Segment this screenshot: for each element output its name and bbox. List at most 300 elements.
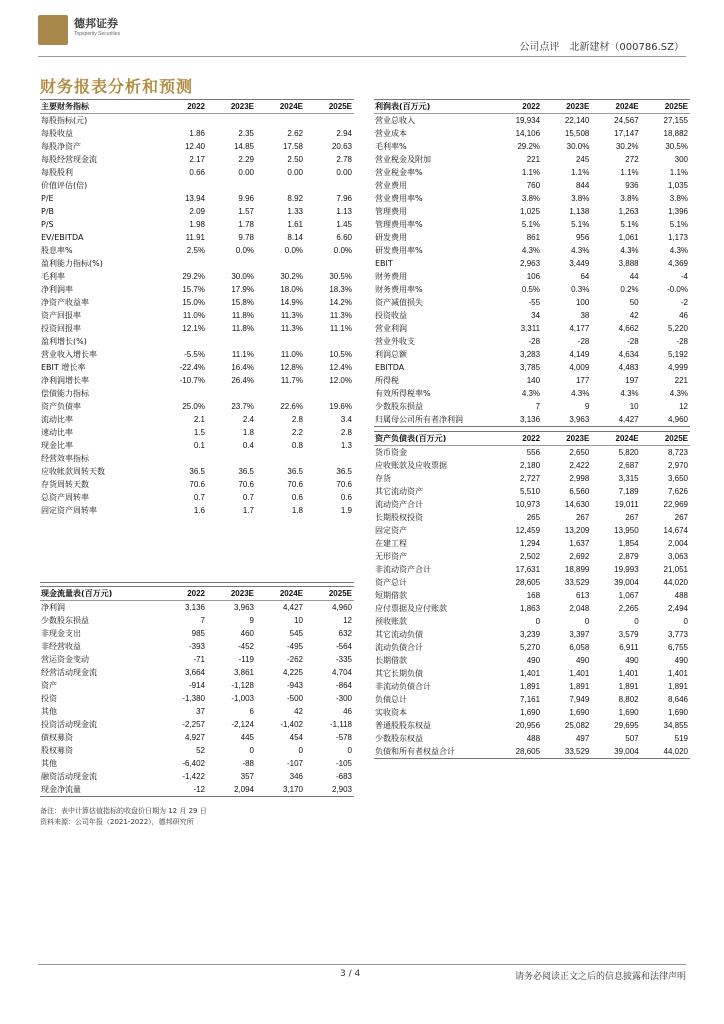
table-cell: 主要财务指标 — [40, 100, 158, 114]
table-cell: 营业税金及附加 — [375, 155, 431, 164]
table-cell: 3,650 — [667, 474, 688, 483]
table-cell: 4,177 — [569, 324, 590, 333]
table-row — [374, 361, 690, 374]
table-cell: 30.5% — [665, 142, 688, 151]
table-cell: 44,020 — [663, 578, 688, 587]
table-row — [374, 550, 690, 563]
table-row — [40, 335, 354, 348]
table-cell: 844 — [575, 181, 590, 190]
table-cell — [158, 114, 207, 128]
table-cell — [158, 452, 207, 465]
income-statement-table — [374, 99, 690, 427]
table-cell: 4,704 — [331, 668, 352, 677]
table-row — [374, 374, 690, 387]
table-cell: 4.3% — [521, 246, 541, 255]
table-cell: 有效所得税率% — [375, 389, 431, 398]
table-cell: 1.45 — [336, 220, 352, 229]
table-cell: -300 — [335, 694, 352, 703]
table-cell: -107 — [286, 759, 303, 768]
table-cell: 23.7% — [231, 402, 254, 411]
table-cell: 4,662 — [618, 324, 639, 333]
table-cell — [256, 387, 305, 400]
table-cell: -5.5% — [184, 350, 205, 359]
table-row — [374, 179, 690, 192]
table-row — [374, 387, 690, 400]
table-cell: 11.91 — [185, 233, 205, 242]
table-cell: 221 — [674, 376, 688, 385]
table-cell: 营业税金率% — [375, 168, 423, 177]
table-row — [374, 192, 690, 205]
table-cell: 营业费用 — [375, 181, 407, 190]
table-row — [374, 693, 690, 706]
table-cell: -55 — [528, 298, 541, 307]
table-cell — [207, 556, 256, 569]
table-row — [374, 602, 690, 615]
table-cell: 2,970 — [667, 461, 688, 470]
table-cell: 12.0% — [329, 376, 352, 385]
company-logo-icon — [38, 15, 68, 45]
table-cell: -452 — [237, 642, 254, 651]
table-cell: -943 — [286, 681, 303, 690]
table-cell: 营运资金变动 — [41, 655, 89, 664]
table-row — [374, 745, 690, 759]
table-cell: 2,180 — [520, 461, 541, 470]
table-cell: 普通股股东权益 — [375, 721, 431, 730]
table-cell: 760 — [526, 181, 541, 190]
table-cell: 2,727 — [520, 474, 541, 483]
table-cell: 1.6 — [193, 506, 205, 515]
table-cell: 12.40 — [184, 142, 205, 151]
table-cell — [40, 569, 158, 583]
table-cell: 4.3% — [620, 389, 639, 398]
table-cell: 6,911 — [619, 643, 639, 652]
logo-text: 德邦证券 — [74, 17, 118, 30]
table-cell: 0 — [584, 617, 590, 626]
table-cell: 5,820 — [618, 448, 639, 457]
table-cell: 2.4 — [242, 415, 254, 424]
table-cell: 短期借款 — [375, 591, 407, 600]
table-cell: 1,138 — [569, 207, 590, 216]
table-cell: 1.1% — [620, 168, 639, 177]
table-row — [374, 576, 690, 589]
table-cell: 7.96 — [336, 194, 352, 203]
table-cell: 12,459 — [515, 526, 541, 535]
table-cell: 1,863 — [520, 604, 541, 613]
table-cell: 5.1% — [521, 220, 541, 229]
table-cell: 0.7 — [193, 493, 205, 502]
table-cell: 30.2% — [615, 142, 639, 151]
table-row — [40, 517, 354, 530]
table-cell: 2.09 — [189, 207, 205, 216]
table-cell: 资产负债表(百万元) — [374, 432, 493, 446]
table-cell: 营业收入增长率 — [41, 350, 97, 359]
table-cell: 1,891 — [618, 682, 639, 691]
table-cell: 速动比率 — [41, 428, 73, 437]
table-cell: 现金流量表(百万元) — [40, 587, 158, 601]
table-cell: 10,973 — [515, 500, 541, 509]
table-row — [374, 706, 690, 719]
table-cell: 357 — [240, 772, 254, 781]
table-cell: 1,891 — [520, 682, 541, 691]
table-cell: 70.6 — [238, 480, 254, 489]
table-cell: 6,058 — [569, 643, 590, 652]
table-cell: 4,427 — [282, 603, 303, 612]
table-cell: EV/EBITDA — [41, 233, 84, 242]
table-cell: 9.96 — [238, 194, 254, 203]
table-cell: 14,630 — [564, 500, 590, 509]
table-cell: 11.7% — [280, 376, 303, 385]
table-row — [374, 205, 690, 218]
table-cell: 1.78 — [238, 220, 254, 229]
table-row — [374, 413, 690, 427]
table-cell: 490 — [526, 656, 541, 665]
table-cell: 1,401 — [569, 669, 590, 678]
table-cell: 7,161 — [520, 695, 541, 704]
table-cell: 非流动资产合计 — [375, 565, 431, 574]
table-cell: 11.0% — [182, 311, 205, 320]
table-cell: 2,998 — [569, 474, 590, 483]
table-cell: 少数股东损益 — [41, 616, 89, 625]
table-cell: 497 — [575, 734, 590, 743]
table-row — [40, 556, 354, 569]
table-row — [40, 653, 354, 666]
table-row — [374, 485, 690, 498]
table-cell: 18.0% — [280, 285, 303, 294]
table-cell: 4.3% — [521, 389, 541, 398]
table-cell: 6.60 — [336, 233, 352, 242]
table-cell: 1,401 — [667, 669, 688, 678]
table-row — [374, 472, 690, 485]
table-cell: 0.00 — [238, 168, 254, 177]
table-cell: 9.78 — [238, 233, 254, 242]
table-cell: -1,128 — [231, 681, 254, 690]
table-cell: 4.3% — [571, 246, 590, 255]
table-cell: 25.0% — [182, 402, 205, 411]
table-row — [40, 640, 354, 653]
table-cell: 2.5% — [186, 246, 205, 255]
table-row — [40, 270, 354, 283]
table-cell: 在建工程 — [375, 539, 407, 548]
table-cell: 0 — [298, 746, 303, 755]
table-cell: 52 — [196, 746, 205, 755]
table-cell: 资产 — [41, 681, 57, 690]
table-cell: 2.8 — [340, 428, 352, 437]
logo-subtext: Topsperity Securities — [74, 31, 121, 37]
table-cell: -1,003 — [231, 694, 254, 703]
table-cell: 0.7 — [242, 493, 254, 502]
disclaimer: 请务必阅读正文之后的信息披露和法律声明 — [514, 972, 686, 982]
table-cell — [256, 517, 305, 530]
table-row — [374, 459, 690, 472]
table-cell: 股权募资 — [41, 746, 73, 755]
table-cell: 10 — [294, 616, 303, 625]
table-cell: 197 — [625, 376, 639, 385]
table-cell: 488 — [674, 591, 688, 600]
page-header — [0, 0, 724, 60]
table-cell: 11.8% — [231, 324, 254, 333]
table-cell: -2 — [680, 298, 688, 307]
table-row — [374, 348, 690, 361]
table-cell: 5.1% — [571, 220, 590, 229]
table-cell — [207, 387, 256, 400]
table-cell: 2024E — [591, 432, 640, 446]
table-cell: 39,004 — [614, 578, 639, 587]
table-row — [40, 569, 354, 583]
table-cell: -864 — [335, 681, 352, 690]
table-row — [374, 615, 690, 628]
table-row — [374, 680, 690, 693]
table-cell: 22,969 — [663, 500, 688, 509]
table-cell: 1.1% — [571, 168, 590, 177]
table-cell: 营业利润 — [375, 324, 407, 333]
table-header-row — [40, 587, 354, 601]
table-cell: 1.61 — [287, 220, 303, 229]
table-cell: 8,723 — [667, 448, 688, 457]
table-cell: 3,283 — [520, 350, 541, 359]
table-cell: 1,690 — [569, 708, 590, 717]
table-cell: 2022 — [493, 100, 542, 114]
table-cell: 其它流动资产 — [375, 487, 423, 496]
table-cell — [305, 452, 354, 465]
table-cell: 营业费用率% — [375, 194, 423, 203]
table-cell — [305, 114, 354, 128]
table-cell: 4.3% — [571, 389, 590, 398]
table-cell: 资产回报率 — [41, 311, 81, 320]
table-cell: 8,646 — [667, 695, 688, 704]
table-cell: -335 — [335, 655, 352, 664]
table-cell: -71 — [193, 655, 205, 664]
table-cell: 1,396 — [667, 207, 688, 216]
table-cell: 1,690 — [520, 708, 541, 717]
table-cell: 1,173 — [667, 233, 688, 242]
table-cell: -1,380 — [182, 694, 205, 703]
table-cell: 25,082 — [564, 721, 590, 730]
table-cell: EBIT — [375, 259, 393, 268]
table-cell: 11.8% — [231, 311, 254, 320]
table-cell — [207, 530, 256, 543]
table-cell: 长期股权投资 — [375, 513, 423, 522]
table-cell — [305, 543, 354, 556]
table-cell: 3.4 — [340, 415, 352, 424]
table-cell: 少数股东损益 — [375, 402, 423, 411]
table-cell: -1,402 — [280, 720, 303, 729]
table-cell: 财务费用率% — [375, 285, 423, 294]
table-cell: 272 — [625, 155, 639, 164]
table-cell: 488 — [526, 734, 541, 743]
table-cell: 2.62 — [287, 129, 303, 138]
table-row — [40, 296, 354, 309]
table-cell — [256, 114, 305, 128]
table-cell: 股息率% — [41, 246, 73, 255]
table-cell: 投资收益 — [375, 311, 407, 320]
table-cell: 每股净资产 — [41, 142, 81, 151]
table-cell: 11.1% — [231, 350, 254, 359]
table-cell: 2,903 — [305, 783, 354, 797]
table-row — [40, 400, 354, 413]
table-cell: -393 — [188, 642, 205, 651]
table-cell: 28,605 — [493, 745, 542, 759]
cash-flow-table — [40, 586, 354, 797]
table-cell: 42 — [294, 707, 303, 716]
table-cell: 11.3% — [280, 324, 303, 333]
table-cell — [40, 556, 158, 569]
table-cell: 资产减值损失 — [375, 298, 423, 307]
table-cell — [158, 543, 207, 556]
table-cell: 490 — [625, 656, 639, 665]
table-cell: -105 — [335, 759, 352, 768]
table-cell: 管理费用 — [375, 207, 407, 216]
table-cell: 1.86 — [189, 129, 205, 138]
table-cell: 861 — [526, 233, 541, 242]
table-cell: 18,882 — [663, 129, 688, 138]
table-header-row — [40, 100, 354, 114]
table-cell: 44 — [629, 272, 639, 281]
table-cell: 3,449 — [569, 259, 590, 268]
table-cell — [305, 179, 354, 192]
table-row — [40, 413, 354, 426]
table-cell: 毛利率% — [375, 142, 407, 151]
table-row — [374, 127, 690, 140]
table-row — [40, 679, 354, 692]
table-cell: -1,422 — [182, 772, 205, 781]
table-cell: 15,508 — [564, 129, 590, 138]
table-cell: 5.1% — [669, 220, 688, 229]
table-cell: 2,004 — [667, 539, 688, 548]
table-row — [40, 231, 354, 244]
table-cell: 投资回报率 — [41, 324, 81, 333]
table-cell: -28 — [528, 337, 541, 346]
table-cell: 融资活动现金流 — [41, 772, 97, 781]
table-cell: 33,529 — [542, 745, 591, 759]
table-row — [374, 309, 690, 322]
table-row — [374, 719, 690, 732]
table-cell: 8,802 — [618, 695, 639, 704]
table-cell: 985 — [191, 629, 205, 638]
table-cell: 3,170 — [256, 783, 305, 797]
table-cell — [256, 452, 305, 465]
table-row — [374, 524, 690, 537]
table-cell: 0.0% — [333, 246, 352, 255]
table-cell: 债权募资 — [41, 733, 73, 742]
table-cell: 0.6 — [340, 493, 352, 502]
table-row — [374, 563, 690, 576]
table-cell: EBIT 增长率 — [41, 363, 86, 372]
table-cell: 2022 — [493, 432, 542, 446]
table-cell: 2,494 — [667, 604, 688, 613]
table-cell: 资产负债率 — [41, 402, 81, 411]
table-cell: 267 — [674, 513, 688, 522]
table-cell: 负债总计 — [375, 695, 407, 704]
table-cell: 4,369 — [667, 259, 688, 268]
table-cell: 17,631 — [515, 565, 541, 574]
table-cell: 460 — [240, 629, 254, 638]
table-cell: 29,695 — [614, 721, 639, 730]
table-cell: 2,422 — [569, 461, 590, 470]
table-cell: 1,061 — [618, 233, 639, 242]
table-cell — [305, 530, 354, 543]
table-cell: 29.2% — [182, 272, 205, 281]
table-cell: 应收账款及应收票据 — [375, 461, 447, 470]
table-cell: 2022 — [158, 100, 207, 114]
table-cell: 货币资金 — [375, 448, 407, 457]
table-cell: 10.5% — [329, 350, 352, 359]
table-cell: 4,149 — [569, 350, 590, 359]
table-cell: 1,294 — [520, 539, 541, 548]
table-cell: 7,949 — [569, 695, 590, 704]
table-cell — [256, 569, 305, 583]
table-cell: 经营活动现金流 — [41, 668, 97, 677]
table-cell: 346 — [289, 772, 303, 781]
table-cell: 50 — [629, 298, 639, 307]
table-cell: 2,094 — [207, 783, 256, 797]
table-cell: 固定资产周转率 — [41, 506, 97, 515]
table-cell: 11.0% — [280, 350, 303, 359]
table-cell: 资产总计 — [375, 578, 407, 587]
table-cell — [256, 543, 305, 556]
table-cell: -22.4% — [179, 363, 205, 372]
table-cell: 19,011 — [614, 500, 639, 509]
table-cell: 其他 — [41, 707, 57, 716]
table-cell: -10.7% — [179, 376, 205, 385]
table-cell: 4,960 — [641, 413, 690, 427]
table-cell: 12.1% — [182, 324, 205, 333]
table-row — [40, 666, 354, 679]
table-cell — [305, 517, 354, 530]
table-cell: 3.8% — [620, 194, 639, 203]
table-cell: 632 — [338, 629, 352, 638]
table-cell: 归属母公司所有者净利润 — [374, 413, 493, 427]
table-cell: 70.6 — [287, 480, 303, 489]
table-cell — [207, 114, 256, 128]
table-cell: 其它流动负债 — [375, 630, 423, 639]
table-cell: 价值评估(倍) — [41, 181, 88, 190]
table-cell — [40, 530, 158, 543]
table-cell: 2024E — [256, 587, 305, 601]
table-cell: 4,483 — [618, 363, 639, 372]
table-cell: 0.2% — [620, 285, 639, 294]
table-row — [40, 452, 354, 465]
table-cell: 22,140 — [564, 116, 590, 125]
table-cell: 519 — [674, 734, 688, 743]
table-cell: 2023E — [207, 100, 256, 114]
table-cell: -88 — [242, 759, 254, 768]
table-cell: 1,035 — [667, 181, 688, 190]
table-cell: 14.9% — [280, 298, 303, 307]
table-cell: 1.98 — [189, 220, 205, 229]
table-cell: 445 — [240, 733, 254, 742]
table-cell: 偿债能力指标 — [41, 389, 89, 398]
table-row — [40, 361, 354, 374]
table-cell — [158, 335, 207, 348]
main-indicators-table — [40, 99, 354, 583]
table-cell: 10 — [629, 402, 639, 411]
table-cell: 19,934 — [515, 116, 541, 125]
table-cell: 3,664 — [184, 668, 205, 677]
table-row — [374, 270, 690, 283]
table-cell: -28 — [676, 337, 688, 346]
table-cell: 2023E — [207, 587, 256, 601]
table-row — [374, 218, 690, 231]
table-cell: 1.57 — [238, 207, 254, 216]
table-cell: 其它长期负债 — [375, 669, 423, 678]
table-cell: 2023E — [542, 432, 591, 446]
table-cell: 1.8 — [291, 506, 303, 515]
table-cell: 12.4% — [329, 363, 352, 372]
table-cell: 2025E — [305, 587, 354, 601]
table-cell: 研发费用 — [375, 233, 407, 242]
table-row — [374, 654, 690, 667]
table-cell: 1.1% — [521, 168, 541, 177]
